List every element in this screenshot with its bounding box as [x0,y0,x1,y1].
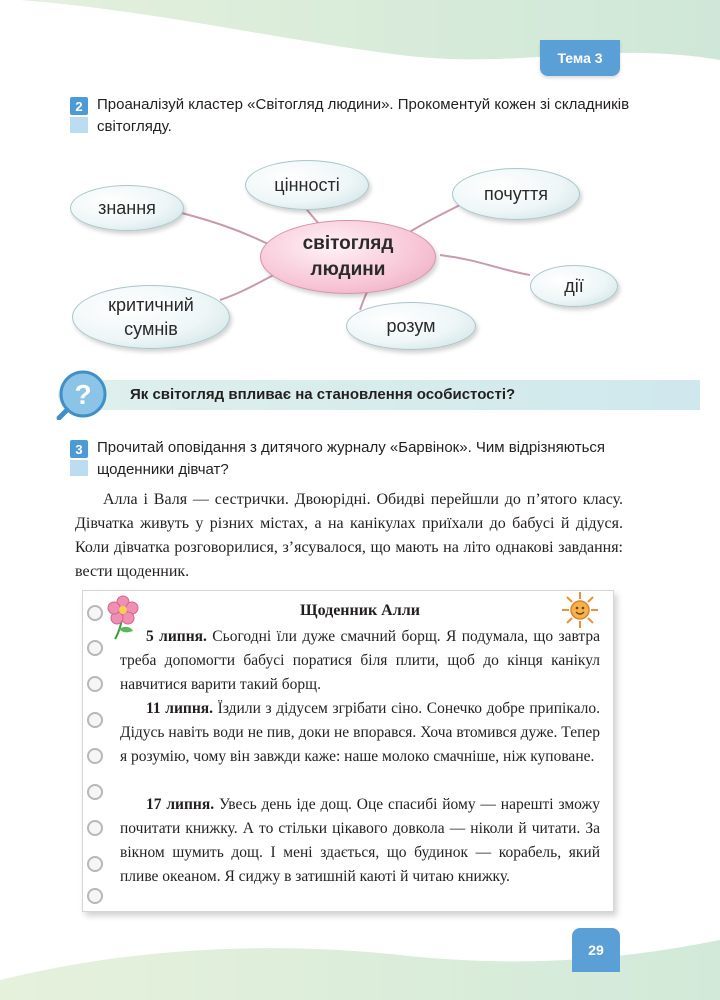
notebook-ring [87,888,103,904]
task-3-badge: 3 [70,440,88,458]
bubble-actions: дії [530,265,618,307]
task-2-badge-tab [70,117,88,133]
bubble-worldview-center: світогляд людини [260,220,436,294]
bubble-critical-doubt: критичний сумнів [72,285,230,349]
entry-text: Увесь день іде дощ. Оце спасибі йому — нарешті зможу почитати книжку. А то стільки цікавого довкола — ніколи й читати. За вікном шумить дощ. І мені здається, що будинок — корабель, який пливе океаном. Я сиджу в затишній каюті й читаю книжку. [120,796,601,885]
diary-entry [120,697,600,769]
notebook-ring [87,712,103,728]
notebook-ring [87,748,103,764]
entry-date: 11 липня. [146,700,214,717]
entry-text: Сьогодні їли дуже смачний борщ. Я подумала, що завтра треба допомогти бабусі поратися біля плити, щоб до кінця канікул навчитися варити такий борщ. [120,628,600,693]
notebook-ring [87,676,103,692]
theme-label: Тема 3 [557,50,603,66]
task-2-badge: 2 [70,97,88,115]
notebook-ring [87,856,103,872]
sun-icon [560,590,600,630]
svg-text:?: ? [74,379,92,410]
notebook-ring [87,784,103,800]
bubble-mind: розум [346,302,476,350]
entry-date: 5 липня. [146,628,207,645]
worldview-cluster [60,160,640,360]
story-paragraph: Алла і Валя — сестрички. Двоюрідні. Обидві перейшли до п’ятого класу. Дівчатка живуть у різних містах, а на канікулах приїхали до бабусі й дідуся. Коли дівчатка розговорилися, з’ясувалося, що мають на літо однакові завдання: вести щоденник. [75,491,623,580]
question-mark-icon [55,368,115,420]
entry-date: 17 липня. [146,796,215,813]
page-number: 29 [572,928,620,972]
bubble-values: цінності [245,160,369,210]
bubble-knowledge: знання [70,185,184,231]
task-3-text: Прочитай оповідання з дитячого журналу «Барвінок». Чим відрізняються щоденники дівчат? [97,439,606,478]
entry-text: Їздили з дідусем згрібати сіно. Сонечко добре припікало. Дідусь навіть води не пив, доки не впорався. Хоча втомився дуже. Тепер я розумію, чому він завжди каже: наше молоко смачніше, ніж куповане. [120,700,600,765]
diary-entry [120,625,600,697]
diary-title: Щоденник Алли [300,602,420,619]
notebook-ring [87,640,103,656]
question-text: Як світогляд впливає на становлення особистості? [130,386,516,403]
bubble-feelings: почуття [452,168,580,220]
task-2-text: Проаналізуй кластер «Світогляд людини». Прокоментуй кожен зі складників світогляду. [97,96,630,135]
notebook-ring [87,605,103,621]
theme-tab [540,40,620,76]
notebook-ring [87,820,103,836]
task-3-badge-tab [70,460,88,476]
diary-entry [120,793,600,889]
